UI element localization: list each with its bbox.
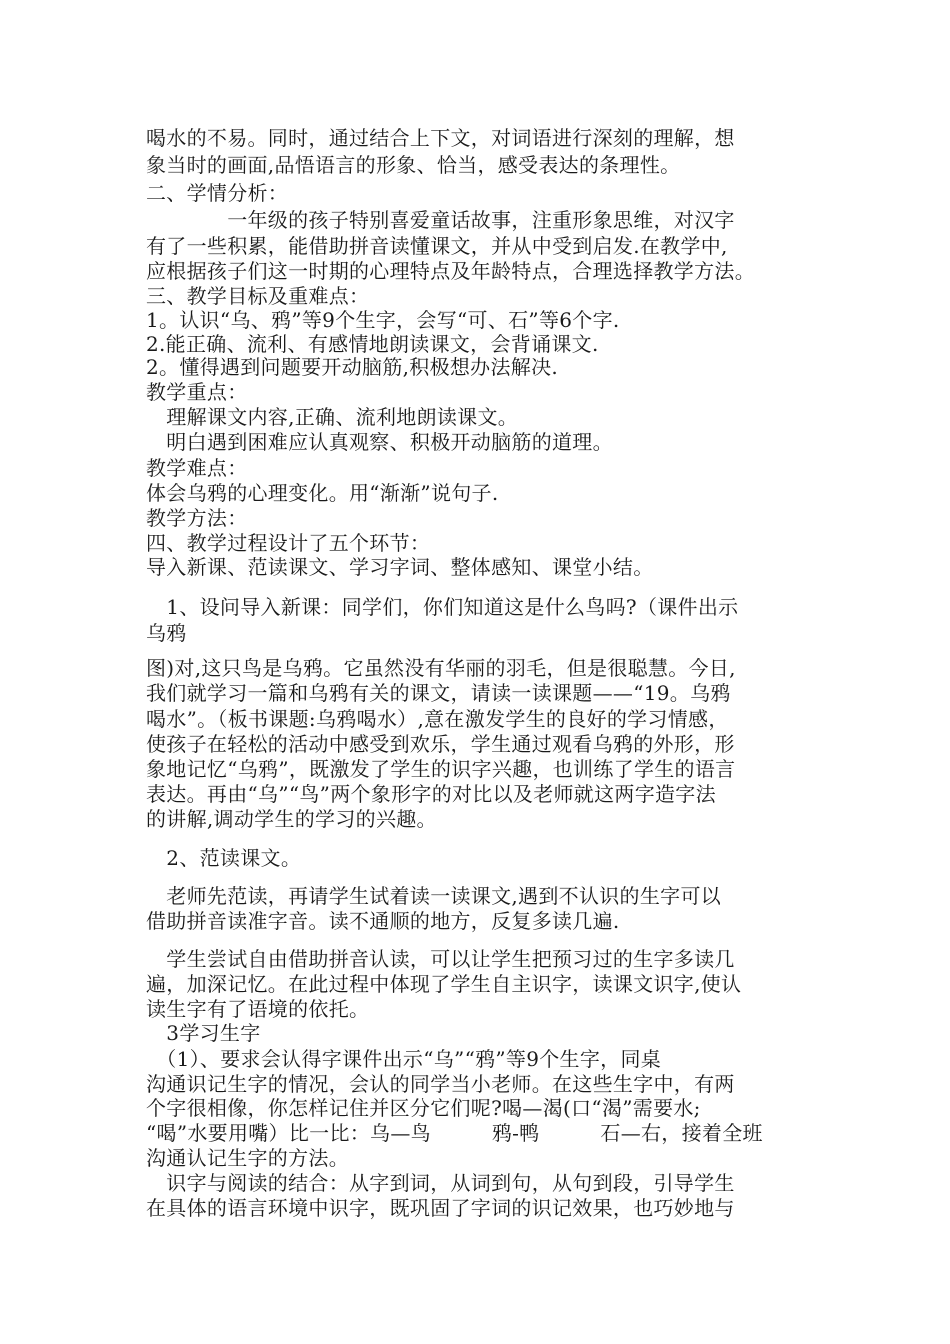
text-line: 有了一些积累，能借助拼音读懂课文，并从中受到启发.在教学中, <box>146 234 728 258</box>
subheading: 3学习生字 <box>146 1021 261 1045</box>
text-line: 在具体的语言环境中识字，既巩固了字词的识记效果，也巧妙地与 <box>146 1196 735 1220</box>
text-line: 个字很相像，你怎样记住并区分它们呢?喝—渴(口“渴”需要水; <box>146 1096 701 1120</box>
text-line: 喝水”。（板书课题:乌鸦喝水）,意在激发学生的良好的学习情感， <box>146 707 729 731</box>
text-line: 学生尝试自由借助拼音认读，可以让学生把预习过的生字多读几 <box>146 947 735 971</box>
text-line: 1。认识“乌、鸦”等9个生字，会写“可、石”等6个字. <box>146 308 620 332</box>
subheading: 教学方法： <box>146 506 248 530</box>
text-line: 识字与阅读的结合：从字到词，从词到句，从句到段，引导学生 <box>146 1171 735 1195</box>
subheading: 教学难点： <box>146 456 248 480</box>
text-line: 的讲解,调动学生的学习的兴趣。 <box>146 807 437 831</box>
text-line: 借助拼音读准字音。读不通顺的地方，反复多读几遍. <box>146 909 620 933</box>
subheading: 教学重点： <box>146 380 248 404</box>
text-line: （1）、要求会认得字课件出示“乌”“鸦”等9个生字，同桌 <box>146 1047 662 1071</box>
text-line: “喝”水要用嘴）比一比：乌—鸟 鸦-鸭 石—右，接着全班 <box>146 1121 763 1145</box>
text-line: 读生字有了语境的依托。 <box>146 997 370 1021</box>
section-heading: 三、教学目标及重难点： <box>146 284 370 308</box>
text-line: 老师先范读，再请学生试着读一读课文,遇到不认识的生字可以 <box>146 884 722 908</box>
text-line: 2。懂得遇到问题要开动脑筋,积极想办法解决. <box>146 355 559 379</box>
text-line: 导入新课、范读课文、学习字词、整体感知、课堂小结。 <box>146 555 654 579</box>
text-line: 明白遇到困难应认真观察、积极开动脑筋的道理。 <box>146 430 613 454</box>
text-line: 沟通识记生字的情况，会认的同学当小老师。在这些生字中，有两 <box>146 1072 735 1096</box>
text-line: 1、设问导入新课：同学们，你们知道这是什么鸟吗?（课件出示 <box>146 595 739 619</box>
text-line: 象当时的画面,品悟语言的形象、恰当，感受表达的条理性。 <box>146 153 681 177</box>
section-heading: 二、学情分析： <box>146 181 289 205</box>
text-line: 沟通认记生字的方法。 <box>146 1146 349 1170</box>
text-line: 体会乌鸦的心理变化。用“渐渐”说句子. <box>146 481 499 505</box>
text-line: 喝水的不易。同时，通过结合上下文，对词语进行深刻的理解，想 <box>146 126 735 150</box>
text-line: 2.能正确、流利、有感情地朗读课文，会背诵课文. <box>146 332 599 356</box>
text-line: 表达。再由“乌”“鸟”两个象形字的对比以及老师就这两字造字法 <box>146 782 716 806</box>
text-line: 使孩子在轻松的活动中感受到欢乐，学生通过观看乌鸦的外形，形 <box>146 732 735 756</box>
text-line: 理解课文内容,正确、流利地朗读课文。 <box>146 405 519 429</box>
text-line: 我们就学习一篇和乌鸦有关的课文，请读一读课题——“19。乌鸦 <box>146 681 731 705</box>
section-heading: 四、教学过程设计了五个环节： <box>146 531 431 555</box>
text-line: 象地记忆“乌鸦”，既激发了学生的识字兴趣，也训练了学生的语言 <box>146 757 736 781</box>
text-line: 一年级的孩子特别喜爱童话故事，注重形象思维，对汉字 <box>146 208 735 232</box>
text-line: 图)对,这只鸟是乌鸦。它虽然没有华丽的羽毛，但是很聪慧。今日, <box>146 656 736 680</box>
text-line: 乌鸦 <box>146 621 187 645</box>
text-line: 应根据孩子们这一时期的心理特点及年龄特点，合理选择教学方法。 <box>146 259 755 283</box>
text-line: 遍，加深记忆。在此过程中体现了学生自主识字，读课文识字,使认 <box>146 972 742 996</box>
subheading: 2、范读课文。 <box>146 846 302 870</box>
